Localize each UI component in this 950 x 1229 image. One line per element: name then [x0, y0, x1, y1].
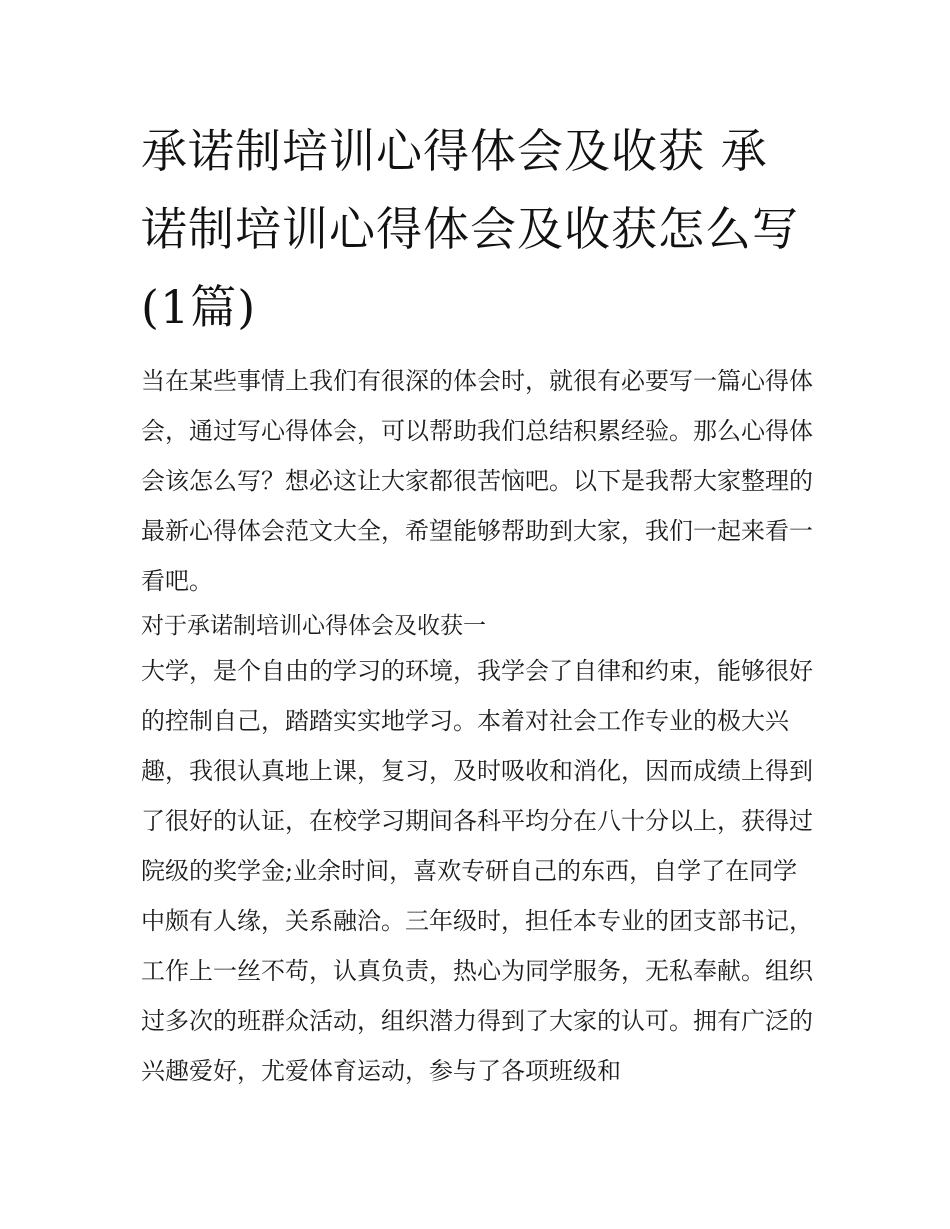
document-body: [141, 356, 813, 1096]
section-paragraph: 大学，是个自由的学习的环境，我学会了自律和约束，能够很好的控制自己，踏踏实实地学习。本着对社会工作专业的极大兴趣，我很认真地上课，复习，及时吸收和消化，因而成绩上得到了很好的认证，在校学习期间各科平均分在八十分以上，获得过院级的奖学金;业余时间，喜欢专研自己的东西，自学了在同学中颇有人缘，关系融洽。三年级时，担任本专业的团支部书记，工作上一丝不苟，认真负责，热心为同学服务，无私奉献。组织过多次的班群众活动，组织潜力得到了大家的认可。拥有广泛的兴趣爱好，尤爱体育运动，参与了各项班级和: [141, 657, 813, 1085]
intro-paragraph: 当在某些事情上我们有很深的体会时，就很有必要写一篇心得体会，通过写心得体会，可以帮助我们总结积累经验。那么心得体会该怎么写？想必这让大家都很苦恼吧。以下是我帮大家整理的最新心得体会范文大全，希望能够帮助到大家，我们一起来看一看吧。: [141, 367, 813, 595]
document-title: 承诺制培训心得体会及收获 承诺制培训心得体会及收获怎么写(1篇): [141, 124, 799, 334]
section-heading: 对于承诺制培训心得体会及收获一: [141, 613, 486, 639]
document-page: [141, 112, 813, 1096]
